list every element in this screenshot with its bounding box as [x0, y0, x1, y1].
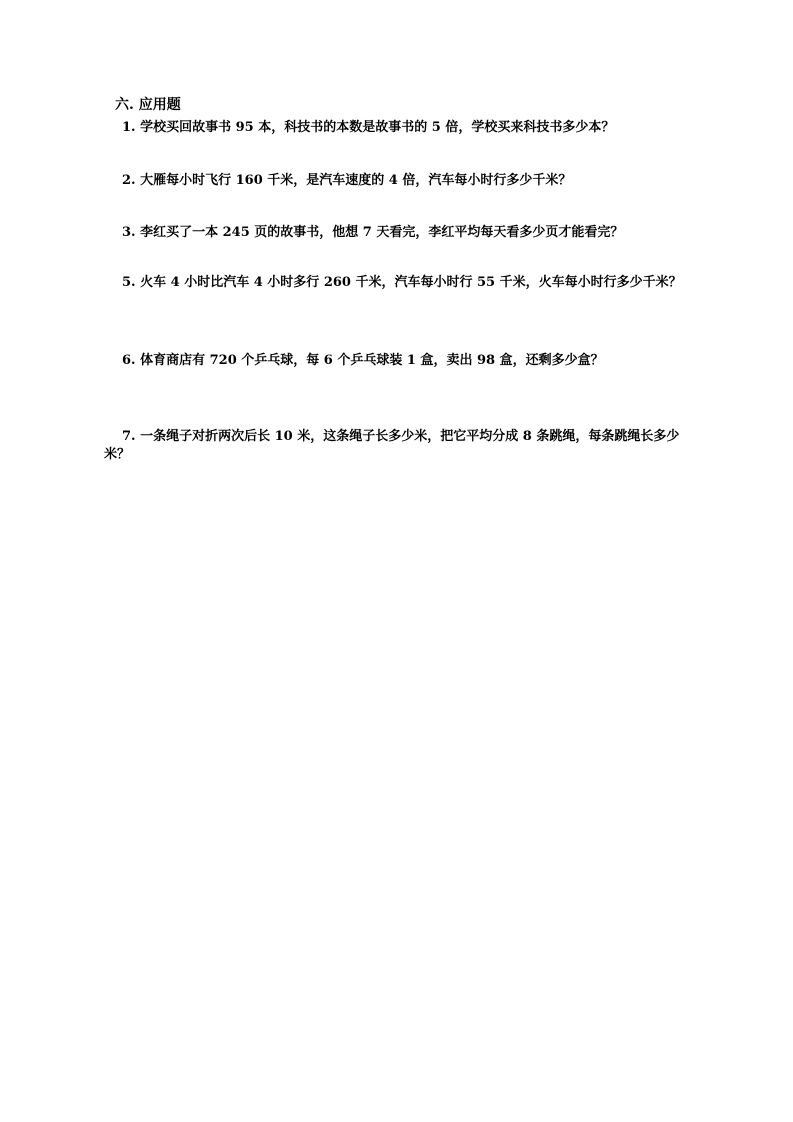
question-6: 6. 体育商店有 720 个乒乓球，每 6 个乒乓球装 1 盒，卖出 98 盒，还剩多少盒？	[122, 353, 604, 368]
question-5: 5. 火车 4 小时比汽车 4 小时多行 260 千米，汽车每小时行 55 千米，火车每小时行多少千米？	[122, 275, 682, 290]
section-title: 六. 应用题	[115, 97, 181, 113]
question-2: 2. 大雁每小时飞行 160 千米，是汽车速度的 4 倍，汽车每小时行多少千米？	[122, 173, 572, 188]
question-7: 7. 一条绳子对折两次后长 10 米，这条绳子长多少米，把它平均分成 8 条跳绳，每条跳绳长多少米？	[104, 429, 680, 462]
question-3: 3. 李红买了一本 245 页的故事书，他想 7 天看完，李红平均每天看多少页才能看完？	[122, 225, 624, 240]
question-1: 1. 学校买回故事书 95 本，科技书的本数是故事书的 5 倍，学校买来科技书多少本？	[122, 120, 615, 135]
